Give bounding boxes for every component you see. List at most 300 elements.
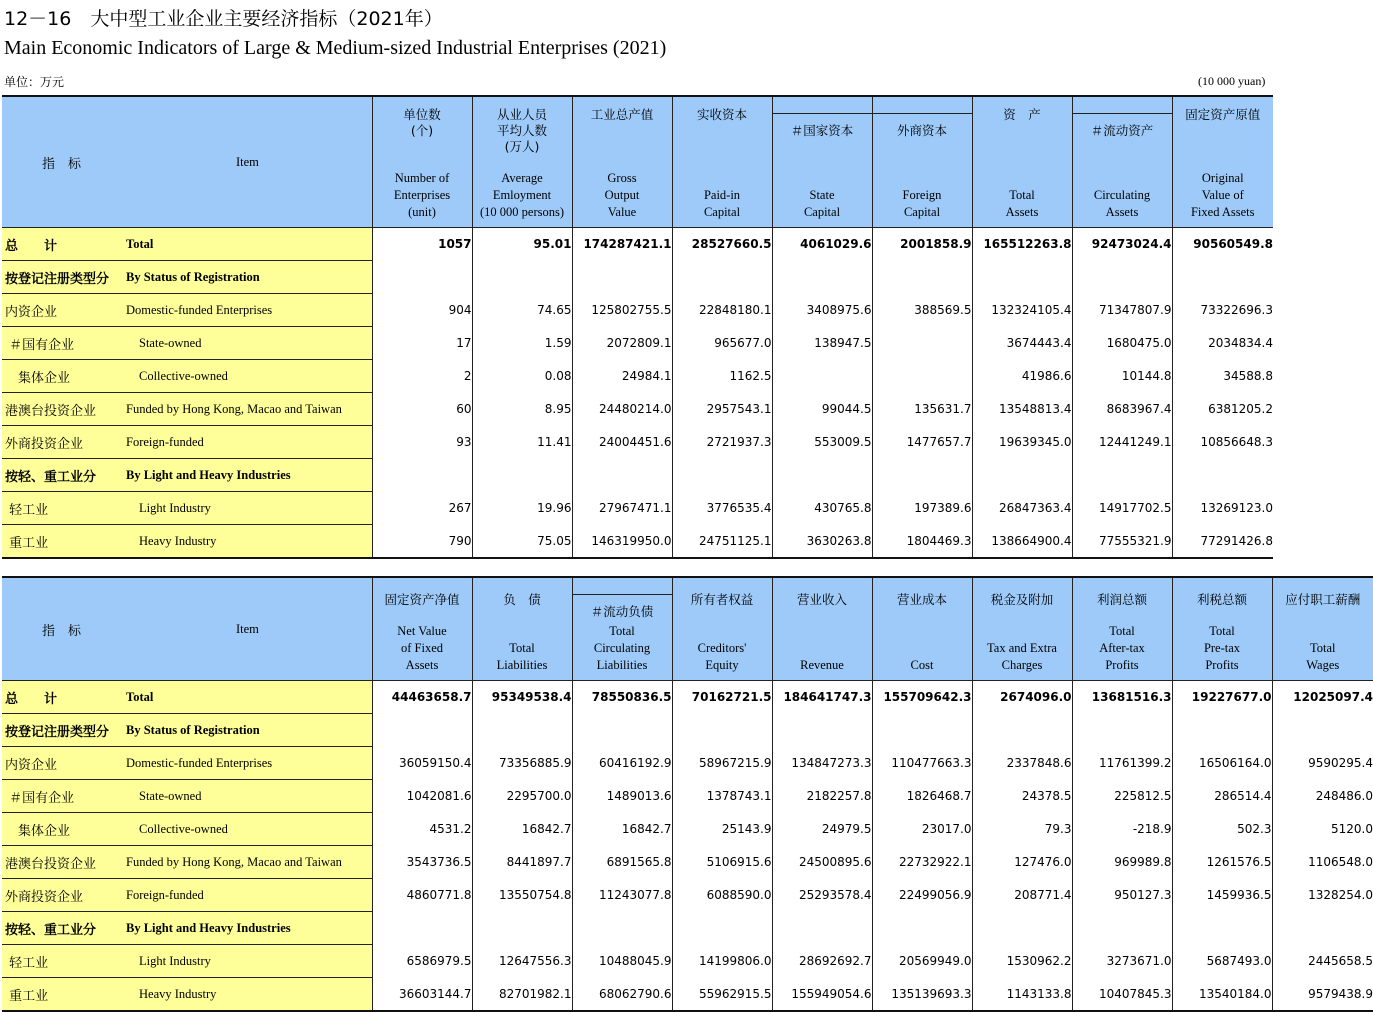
table-cell: 19.96	[472, 492, 572, 525]
column-header-cn: 工业总产值	[573, 97, 672, 123]
table-cell	[572, 459, 672, 492]
column-header-en: Paid-in Capital	[673, 187, 772, 221]
table-cell	[872, 912, 972, 945]
table-cell	[1072, 714, 1172, 747]
table-row	[2, 327, 1273, 360]
table-cell: 3630263.8	[772, 525, 872, 559]
table-cell	[372, 459, 472, 492]
column-header-cn: 固定资产原值	[1173, 97, 1274, 123]
table-title-cn: 12－16 大中型工业企业主要经济指标（2021年）	[4, 4, 443, 31]
row-label-cn: 轻工业	[2, 499, 126, 518]
column-header	[672, 577, 772, 681]
table-row	[2, 261, 1273, 294]
table-cell: 904	[372, 294, 472, 327]
table-cell: 1459936.5	[1172, 879, 1272, 912]
table-cell: 8683967.4	[1072, 393, 1172, 426]
table-cell: 3408975.6	[772, 294, 872, 327]
row-label-cell	[2, 327, 372, 360]
column-header	[372, 577, 472, 681]
table-cell: 5120.0	[1272, 813, 1373, 846]
table-cell: 68062790.6	[572, 978, 672, 1012]
column-header-cn: 营业成本	[873, 578, 972, 608]
table-cell: 8.95	[472, 393, 572, 426]
column-header-cn: 利润总额	[1073, 578, 1172, 608]
column-header-en: Circulating Assets	[1073, 187, 1172, 221]
table-cell: 23017.0	[872, 813, 972, 846]
table-cell: 553009.5	[772, 426, 872, 459]
indicators-table-2	[2, 576, 1373, 1012]
table-row	[2, 360, 1273, 393]
table-cell	[1272, 714, 1373, 747]
table-cell: 12441249.1	[1072, 426, 1172, 459]
table-cell	[472, 714, 572, 747]
row-label-cn: 外商投资企业	[2, 433, 126, 452]
row-label-en: State-owned	[126, 336, 201, 351]
column-header-en: Foreign Capital	[873, 187, 972, 221]
table-cell: 208771.4	[972, 879, 1072, 912]
row-label-en: By Light and Heavy Industries	[126, 468, 291, 483]
table-cell: 2034834.4	[1172, 327, 1273, 360]
table-cell: 965677.0	[672, 327, 772, 360]
table-cell: 12647556.3	[472, 945, 572, 978]
table-cell	[772, 459, 872, 492]
column-header-en: Revenue	[773, 657, 872, 674]
row-label-en: Funded by Hong Kong, Macao and Taiwan	[126, 855, 342, 870]
column-header	[1272, 577, 1373, 681]
table-cell	[572, 912, 672, 945]
table-cell: 28527660.5	[672, 228, 772, 261]
row-label-cell	[2, 945, 372, 978]
table-cell: 19227677.0	[1172, 681, 1272, 714]
row-label-en: Collective-owned	[126, 369, 228, 384]
table-row	[2, 714, 1373, 747]
row-label-cn: 港澳台投资企业	[2, 853, 126, 872]
column-header	[872, 96, 972, 228]
row-label-cn: 内资企业	[2, 754, 126, 773]
row-label-cn: 按登记注册类型分	[2, 268, 126, 287]
row-label-cell	[2, 780, 372, 813]
table-row	[2, 780, 1373, 813]
table-cell: 3273671.0	[1072, 945, 1172, 978]
row-label-cn: 港澳台投资企业	[2, 400, 126, 419]
table-cell: 3776535.4	[672, 492, 772, 525]
table-cell: 20569949.0	[872, 945, 972, 978]
table-cell: 75.05	[472, 525, 572, 559]
table-cell: 25143.9	[672, 813, 772, 846]
table-cell: 34588.8	[1172, 360, 1273, 393]
table-cell: 286514.4	[1172, 780, 1272, 813]
table-cell	[372, 714, 472, 747]
row-label-cell	[2, 714, 372, 747]
table-cell: 248486.0	[1272, 780, 1373, 813]
table-cell	[1172, 459, 1273, 492]
row-label-cn: 总 计	[2, 235, 126, 254]
table-cell: 70162721.5	[672, 681, 772, 714]
table-cell	[1072, 912, 1172, 945]
row-label-cell	[2, 846, 372, 879]
column-header-cn: ＃流动负债	[573, 578, 672, 620]
table-cell	[672, 912, 772, 945]
column-header-en: Total Assets	[973, 187, 1072, 221]
column-header-en: Total Pre-tax Profits	[1173, 623, 1272, 674]
subheader-divider	[573, 594, 672, 595]
table-cell: 36603144.7	[372, 978, 472, 1012]
table-cell: 25293578.4	[772, 879, 872, 912]
table-cell: 0.08	[472, 360, 572, 393]
table-cell: 24004451.6	[572, 426, 672, 459]
table-cell: 73356885.9	[472, 747, 572, 780]
row-label-en: Domestic-funded Enterprises	[126, 756, 272, 771]
row-label-cell	[2, 978, 372, 1012]
column-header-en: Original Value of Fixed Assets	[1173, 170, 1274, 221]
table-row	[2, 525, 1273, 559]
table-cell	[572, 261, 672, 294]
column-header	[1172, 96, 1273, 228]
table-cell: 27967471.1	[572, 492, 672, 525]
table-cell: 19639345.0	[972, 426, 1072, 459]
column-header-cn: 实收资本	[673, 97, 772, 123]
table-row	[2, 846, 1373, 879]
header-label-cell	[2, 96, 372, 228]
table-cell: 14199806.0	[672, 945, 772, 978]
row-label-en: Foreign-funded	[126, 435, 204, 450]
column-header	[572, 577, 672, 681]
table-cell: 174287421.1	[572, 228, 672, 261]
table-cell: 13540184.0	[1172, 978, 1272, 1012]
table-cell	[772, 714, 872, 747]
table-cell: 1042081.6	[372, 780, 472, 813]
table-cell: 388569.5	[872, 294, 972, 327]
column-header	[972, 96, 1072, 228]
table-cell: 2957543.1	[672, 393, 772, 426]
column-header-en: Creditors' Equity	[673, 640, 772, 674]
column-header-cn: 所有者权益	[673, 578, 772, 608]
table-row	[2, 978, 1373, 1012]
column-header-cn: 固定资产净值	[373, 578, 472, 608]
column-header	[772, 577, 872, 681]
column-header	[772, 96, 872, 228]
row-label-cell	[2, 426, 372, 459]
table-cell	[472, 459, 572, 492]
row-label-cn: 轻工业	[2, 952, 126, 971]
table-cell	[472, 261, 572, 294]
table-title-en: Main Economic Indicators of Large & Medium-sized Industrial Enterprises (2021)	[4, 37, 666, 60]
table-cell: 1530962.2	[972, 945, 1072, 978]
table-cell: 74.65	[472, 294, 572, 327]
table-cell: 77555321.9	[1072, 525, 1172, 559]
row-label-cn: 内资企业	[2, 301, 126, 320]
table-cell: 22499056.9	[872, 879, 972, 912]
row-label-en: By Status of Registration	[126, 723, 260, 738]
table-cell	[672, 261, 772, 294]
row-label-cn: 总 计	[2, 688, 126, 707]
column-header-en: Net Value of Fixed Assets	[373, 623, 472, 674]
row-label-en: Heavy Industry	[126, 987, 216, 1002]
table-cell: 1261576.5	[1172, 846, 1272, 879]
table-cell: 950127.3	[1072, 879, 1172, 912]
table-cell	[1072, 261, 1172, 294]
table-cell: 58967215.9	[672, 747, 772, 780]
table-cell: 5106915.6	[672, 846, 772, 879]
table-cell: 13550754.8	[472, 879, 572, 912]
table-cell: 5687493.0	[1172, 945, 1272, 978]
table-cell: 41986.6	[972, 360, 1072, 393]
row-label-cell	[2, 747, 372, 780]
table-cell: 138664900.4	[972, 525, 1072, 559]
row-label-cn: 外商投资企业	[2, 886, 126, 905]
table-cell	[672, 459, 772, 492]
table-cell: 13269123.0	[1172, 492, 1273, 525]
row-label-cell	[2, 459, 372, 492]
table-cell: 93	[372, 426, 472, 459]
table-cell: 78550836.5	[572, 681, 672, 714]
row-label-cell	[2, 525, 372, 559]
table-cell: 10407845.3	[1072, 978, 1172, 1012]
row-label-en: Heavy Industry	[126, 534, 216, 549]
row-label-cn: ＃国有企业	[2, 334, 126, 353]
table-row	[2, 459, 1273, 492]
table-cell	[372, 261, 472, 294]
column-header	[472, 577, 572, 681]
row-label-cell	[2, 393, 372, 426]
column-header-en: Total Wages	[1273, 640, 1373, 674]
row-label-cn: ＃国有企业	[2, 787, 126, 806]
table-cell: 127476.0	[972, 846, 1072, 879]
table-cell: 99044.5	[772, 393, 872, 426]
table-cell: 110477663.3	[872, 747, 972, 780]
column-header-cn: 应付职工薪酬	[1273, 578, 1373, 608]
table-cell: 10488045.9	[572, 945, 672, 978]
table-cell: 790	[372, 525, 472, 559]
table-cell: 225812.5	[1072, 780, 1172, 813]
column-header-cn: 单位数 (个)	[373, 97, 472, 139]
column-header-en: Gross Output Value	[573, 170, 672, 221]
table-cell: 82701982.1	[472, 978, 572, 1012]
table-cell	[872, 360, 972, 393]
table-cell: 146319950.0	[572, 525, 672, 559]
row-label-cn: 集体企业	[2, 367, 126, 386]
row-label-en: Collective-owned	[126, 822, 228, 837]
table-cell	[972, 459, 1072, 492]
table-cell: 12025097.4	[1272, 681, 1373, 714]
table-cell: 134847273.3	[772, 747, 872, 780]
row-label-en: Foreign-funded	[126, 888, 204, 903]
table-cell: 9590295.4	[1272, 747, 1373, 780]
column-header-en: Number of Enterprises (unit)	[373, 170, 472, 221]
table-cell	[1172, 714, 1272, 747]
row-label-cn: 按轻、重工业分	[2, 466, 126, 485]
table-cell: 1477657.7	[872, 426, 972, 459]
row-label-cn: 重工业	[2, 532, 126, 551]
row-label-cell	[2, 228, 372, 261]
table-cell: 1162.5	[672, 360, 772, 393]
table-cell: 4860771.8	[372, 879, 472, 912]
column-header-en: Cost	[873, 657, 972, 674]
column-header	[672, 96, 772, 228]
column-header-cn: ＃流动资产	[1073, 97, 1172, 139]
table-cell: 11243077.8	[572, 879, 672, 912]
table-cell: 1328254.0	[1272, 879, 1373, 912]
table-cell: 14917702.5	[1072, 492, 1172, 525]
column-header-en: Total After-tax Profits	[1073, 623, 1172, 674]
table-cell: 6586979.5	[372, 945, 472, 978]
table-cell: 24500895.6	[772, 846, 872, 879]
column-header-cn: 资 产	[973, 97, 1072, 123]
subheader-divider	[873, 113, 972, 114]
table-cell	[572, 714, 672, 747]
table-row	[2, 945, 1373, 978]
row-label-cn: 按轻、重工业分	[2, 919, 126, 938]
row-label-en: Light Industry	[126, 501, 211, 516]
row-label-cell	[2, 681, 372, 714]
column-header	[972, 577, 1072, 681]
table-row	[2, 393, 1273, 426]
table-cell: 24751125.1	[672, 525, 772, 559]
table-cell: 1057	[372, 228, 472, 261]
table-cell: 13548813.4	[972, 393, 1072, 426]
table-cell: 60	[372, 393, 472, 426]
table-cell	[372, 912, 472, 945]
table-cell: 1106548.0	[1272, 846, 1373, 879]
table-cell: 165512263.8	[972, 228, 1072, 261]
column-header-cn: ＃国家资本	[773, 97, 872, 139]
table-cell: 13681516.3	[1072, 681, 1172, 714]
table-cell: 92473024.4	[1072, 228, 1172, 261]
table-cell: 11.41	[472, 426, 572, 459]
table-cell: 1826468.7	[872, 780, 972, 813]
table-cell	[772, 912, 872, 945]
column-header	[1172, 577, 1272, 681]
table-cell: 1680475.0	[1072, 327, 1172, 360]
table-cell: 155709642.3	[872, 681, 972, 714]
table-cell: 95.01	[472, 228, 572, 261]
column-header-cn: 营业收入	[773, 578, 872, 608]
table-cell	[672, 714, 772, 747]
table-cell	[772, 360, 872, 393]
column-header-en: Total Liabilities	[473, 640, 572, 674]
table-cell	[872, 261, 972, 294]
row-label-cell	[2, 813, 372, 846]
table-cell: 1804469.3	[872, 525, 972, 559]
header-item-en: Item	[126, 155, 259, 170]
table-cell: -218.9	[1072, 813, 1172, 846]
row-label-en: Domestic-funded Enterprises	[126, 303, 272, 318]
unit-label-cn: 单位：万元	[4, 73, 64, 90]
row-label-en: State-owned	[126, 789, 201, 804]
table-cell	[1072, 459, 1172, 492]
table-cell	[972, 714, 1072, 747]
table-cell: 6088590.0	[672, 879, 772, 912]
table-cell: 17	[372, 327, 472, 360]
row-label-cell	[2, 294, 372, 327]
table-cell: 132324105.4	[972, 294, 1072, 327]
table-cell: 2295700.0	[472, 780, 572, 813]
column-header-cn: 负 债	[473, 578, 572, 608]
table-cell: 24378.5	[972, 780, 1072, 813]
table-cell: 95349538.4	[472, 681, 572, 714]
table-cell: 2674096.0	[972, 681, 1072, 714]
table-cell	[872, 459, 972, 492]
unit-label-en: (10 000 yuan)	[1198, 74, 1265, 89]
table-row	[2, 879, 1373, 912]
table-cell: 24480214.0	[572, 393, 672, 426]
table-cell: 125802755.5	[572, 294, 672, 327]
table-cell: 26847363.4	[972, 492, 1072, 525]
column-header-en: Tax and Extra Charges	[973, 640, 1072, 674]
table-cell: 10856648.3	[1172, 426, 1273, 459]
table-cell	[1172, 261, 1273, 294]
table-cell	[872, 327, 972, 360]
table-cell: 16842.7	[472, 813, 572, 846]
row-label-cell	[2, 912, 372, 945]
column-header	[872, 577, 972, 681]
table-cell: 2072809.1	[572, 327, 672, 360]
table-cell: 2721937.3	[672, 426, 772, 459]
table-cell: 3674443.4	[972, 327, 1072, 360]
table-row	[2, 912, 1373, 945]
subheader-divider	[1073, 113, 1172, 114]
column-header	[372, 96, 472, 228]
table-cell: 6891565.8	[572, 846, 672, 879]
column-header-cn: 从业人员 平均人数 (万人)	[473, 97, 572, 155]
table-cell: 1143133.8	[972, 978, 1072, 1012]
table-cell: 16842.7	[572, 813, 672, 846]
header-indicator-cn: 指 标	[2, 153, 126, 172]
table-cell: 73322696.3	[1172, 294, 1273, 327]
table-cell: 79.3	[972, 813, 1072, 846]
row-label-en: Funded by Hong Kong, Macao and Taiwan	[126, 402, 342, 417]
table-cell: 28692692.7	[772, 945, 872, 978]
table-cell: 90560549.8	[1172, 228, 1273, 261]
row-label-en: By Status of Registration	[126, 270, 260, 285]
table-cell: 10144.8	[1072, 360, 1172, 393]
table-cell	[872, 714, 972, 747]
table-cell: 430765.8	[772, 492, 872, 525]
table-cell: 1489013.6	[572, 780, 672, 813]
header-indicator-cn: 指 标	[2, 620, 126, 639]
table-cell: 11761399.2	[1072, 747, 1172, 780]
table-cell: 969989.8	[1072, 846, 1172, 879]
table-cell: 135139693.3	[872, 978, 972, 1012]
table-cell: 1378743.1	[672, 780, 772, 813]
table-cell: 184641747.3	[772, 681, 872, 714]
row-label-cn: 集体企业	[2, 820, 126, 839]
table-row	[2, 492, 1273, 525]
table-cell: 2337848.6	[972, 747, 1072, 780]
table-cell: 197389.6	[872, 492, 972, 525]
table-cell: 2445658.5	[1272, 945, 1373, 978]
table-cell: 9579438.9	[1272, 978, 1373, 1012]
row-label-cell	[2, 492, 372, 525]
row-label-cell	[2, 879, 372, 912]
table-cell: 24984.1	[572, 360, 672, 393]
table-cell: 3543736.5	[372, 846, 472, 879]
table-cell	[472, 912, 572, 945]
table-cell: 71347807.9	[1072, 294, 1172, 327]
table-cell: 55962915.5	[672, 978, 772, 1012]
table-cell	[972, 912, 1072, 945]
header-row	[2, 577, 1373, 681]
table-cell: 135631.7	[872, 393, 972, 426]
column-header	[472, 96, 572, 228]
header-row	[2, 96, 1273, 228]
table-row	[2, 681, 1373, 714]
table-row	[2, 426, 1273, 459]
table-cell: 6381205.2	[1172, 393, 1273, 426]
subheader-divider	[773, 113, 872, 114]
column-header	[1072, 577, 1172, 681]
table-cell	[772, 261, 872, 294]
